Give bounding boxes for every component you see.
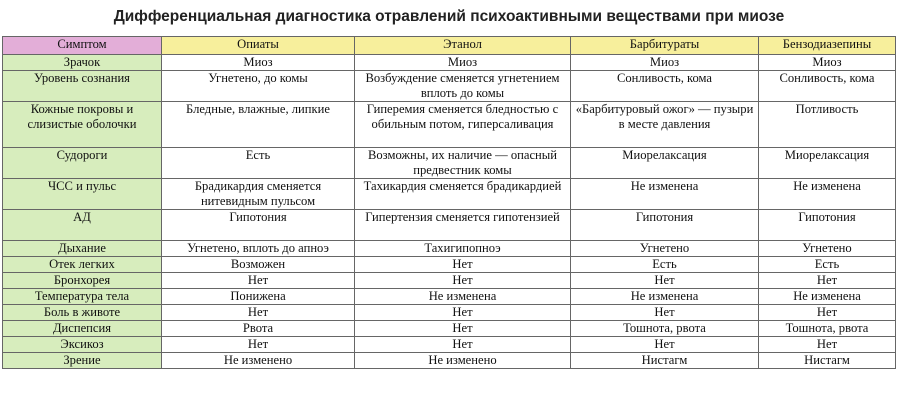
table-cell: Гипотония (162, 210, 355, 241)
symptom-cell: ЧСС и пульс (3, 179, 162, 210)
table-cell: Не изменена (759, 179, 896, 210)
table-cell: Нет (162, 273, 355, 289)
table-cell: Миоз (759, 55, 896, 71)
table-cell: Рвота (162, 321, 355, 337)
table-row (3, 289, 896, 305)
table-cell: Миоз (355, 55, 571, 71)
table-header-row (3, 37, 896, 55)
table-cell: Нет (355, 257, 571, 273)
header-benzodiazepines: Бензодиазепины (759, 37, 896, 55)
table-cell: Не изменена (759, 289, 896, 305)
table-cell: Гипотония (759, 210, 896, 241)
table-cell: Не изменено (355, 353, 571, 369)
table-cell: Возможны, их наличие — опасный предвестник комы (355, 148, 571, 179)
table-row (3, 179, 896, 210)
table-cell: Сонливость, кома (571, 71, 759, 102)
symptom-cell: Эксикоз (3, 337, 162, 353)
table-cell: «Барбитуровый ожог» — пузыри в месте давления (571, 102, 759, 148)
table-cell: Миоз (571, 55, 759, 71)
table-cell: Понижена (162, 289, 355, 305)
table-cell: Нет (571, 337, 759, 353)
table-cell: Не изменена (571, 179, 759, 210)
symptom-cell: Дыхание (3, 241, 162, 257)
page-title: Дифференциальная диагностика отравлений психоактивными веществами при миозе (113, 8, 785, 25)
symptom-cell: Бронхорея (3, 273, 162, 289)
table-cell: Нет (759, 305, 896, 321)
table-row (3, 102, 896, 148)
table-cell: Возможен (162, 257, 355, 273)
table-row (3, 71, 896, 102)
table-cell: Тошнота, рвота (571, 321, 759, 337)
table-cell: Миорелаксация (759, 148, 896, 179)
table-cell: Угнетено, вплоть до апноэ (162, 241, 355, 257)
symptom-cell: Температура тела (3, 289, 162, 305)
table-cell: Бледные, влажные, липкие (162, 102, 355, 148)
header-barbiturates: Барбитураты (571, 37, 759, 55)
table-row (3, 55, 896, 71)
symptom-cell: Зрачок (3, 55, 162, 71)
table-row (3, 273, 896, 289)
table-cell: Потливость (759, 102, 896, 148)
table-row (3, 337, 896, 353)
table-cell: Нет (355, 305, 571, 321)
table-cell: Угнетено (759, 241, 896, 257)
table-row (3, 321, 896, 337)
header-opiates: Опиаты (162, 37, 355, 55)
table-cell: Нет (355, 337, 571, 353)
symptom-cell: Отек легких (3, 257, 162, 273)
table-cell: Гиперемия сменяется бледностью с обильным потом, гиперсаливация (355, 102, 571, 148)
table-cell: Тахикардия сменяется брадикардией (355, 179, 571, 210)
symptom-cell: Зрение (3, 353, 162, 369)
table-cell: Нет (571, 305, 759, 321)
table-cell: Тошнота, рвота (759, 321, 896, 337)
table-cell: Нет (162, 305, 355, 321)
table-cell: Возбуждение сменяется угнетением вплоть до комы (355, 71, 571, 102)
table-row (3, 241, 896, 257)
table-cell: Есть (759, 257, 896, 273)
table-cell: Есть (571, 257, 759, 273)
symptom-cell: Диспепсия (3, 321, 162, 337)
table-row (3, 305, 896, 321)
table-cell: Нет (355, 273, 571, 289)
table-cell: Нет (571, 273, 759, 289)
table-cell: Нет (759, 273, 896, 289)
table-cell: Гипертензия сменяется гипотензией (355, 210, 571, 241)
symptom-cell: Судороги (3, 148, 162, 179)
table-cell: Миоз (162, 55, 355, 71)
symptom-cell: Кожные покровы и слизистые оболочки (3, 102, 162, 148)
table-cell: Есть (162, 148, 355, 179)
header-ethanol: Этанол (355, 37, 571, 55)
table-row (3, 210, 896, 241)
table-cell: Нистагм (759, 353, 896, 369)
table-cell: Угнетено (571, 241, 759, 257)
table-cell: Угнетено, до комы (162, 71, 355, 102)
table-cell: Не изменена (355, 289, 571, 305)
table-row (3, 353, 896, 369)
table-cell: Не изменена (571, 289, 759, 305)
table-cell: Тахигипопноэ (355, 241, 571, 257)
diagnosis-table (2, 36, 896, 369)
table-cell: Нет (759, 337, 896, 353)
header-symptom: Симптом (3, 37, 162, 55)
table-cell: Сонливость, кома (759, 71, 896, 102)
table-cell: Миорелаксация (571, 148, 759, 179)
symptom-cell: Уровень сознания (3, 71, 162, 102)
symptom-cell: Боль в животе (3, 305, 162, 321)
table-row (3, 257, 896, 273)
table-cell: Нет (162, 337, 355, 353)
table-row (3, 148, 896, 179)
table-cell: Гипотония (571, 210, 759, 241)
table-cell: Нистагм (571, 353, 759, 369)
table-cell: Нет (355, 321, 571, 337)
table-cell: Брадикардия сменяется нитевидным пульсом (162, 179, 355, 210)
table-cell: Не изменено (162, 353, 355, 369)
symptom-cell: АД (3, 210, 162, 241)
